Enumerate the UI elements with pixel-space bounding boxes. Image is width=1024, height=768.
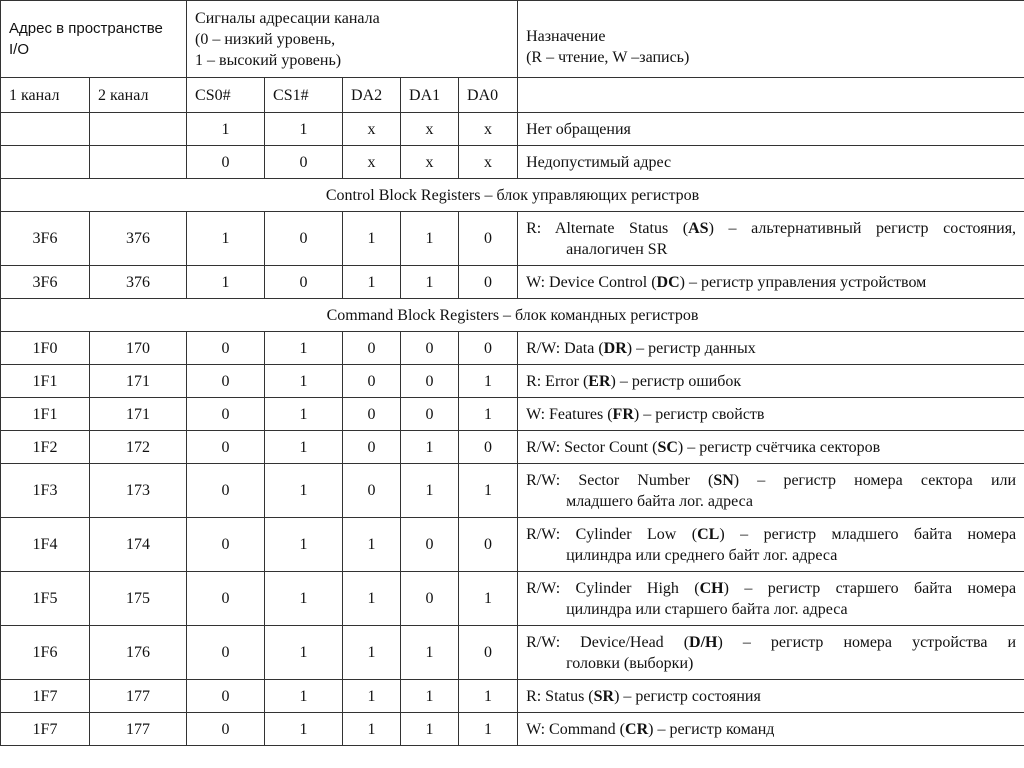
cell-description <box>518 518 1024 572</box>
table-body <box>1 1 1024 746</box>
cell-ch1: 1F3 <box>1 464 90 518</box>
cell-cs1: 1 <box>265 713 343 746</box>
cell-da1: 0 <box>401 572 459 626</box>
description-line1 <box>526 154 671 171</box>
cell-da2: x <box>343 113 401 146</box>
cell-ch1: 1F1 <box>1 398 90 431</box>
register-abbreviation: CR <box>625 720 649 738</box>
cell-da0: 1 <box>459 572 518 626</box>
description-text-rest: ) – регистр свойств <box>633 405 765 423</box>
cell-cs1: 1 <box>265 464 343 518</box>
description-text: R/W: Sector Count ( <box>526 438 658 456</box>
description-text: R: Error ( <box>526 372 589 390</box>
cell-ch2: 171 <box>90 365 187 398</box>
cell-da2: 1 <box>343 572 401 626</box>
description-text: R: Status ( <box>526 687 594 705</box>
table-row <box>1 431 1024 464</box>
description-text: W: Command ( <box>526 720 626 738</box>
cell-da2: 1 <box>343 713 401 746</box>
table-row <box>1 398 1024 431</box>
description-text: R/W: Cylinder Low ( <box>526 525 698 543</box>
description-line2: головки (выборки) <box>566 654 694 672</box>
description-line1 <box>526 218 1016 239</box>
cell-ch1: 1F7 <box>1 680 90 713</box>
table-row <box>1 518 1024 572</box>
cell-da1: 1 <box>401 626 459 680</box>
table-row <box>1 365 1024 398</box>
description-text-rest: ) – регистр номера устройства и <box>717 633 1017 651</box>
description-line1 <box>526 688 761 705</box>
cell-cs1: 1 <box>265 431 343 464</box>
table-row <box>1 146 1024 179</box>
cell-cs0: 0 <box>187 464 265 518</box>
description-text: Нет обращения <box>526 120 631 138</box>
description-line2: цилиндра или среднего байт лог. адреса <box>566 546 838 564</box>
description-text: Недопустимый адрес <box>526 153 672 171</box>
cell-ch1: 1F5 <box>1 572 90 626</box>
cell-cs0: 0 <box>187 398 265 431</box>
table-row <box>1 266 1024 299</box>
cell-da0: x <box>459 146 518 179</box>
col-header-da2: DA2 <box>343 78 401 113</box>
cell-da0: 0 <box>459 212 518 266</box>
cell-cs1: 0 <box>265 266 343 299</box>
cell-ch2: 173 <box>90 464 187 518</box>
cell-ch2: 170 <box>90 332 187 365</box>
cell-description <box>518 713 1024 746</box>
cell-cs0: 1 <box>187 113 265 146</box>
cell-da2: 1 <box>343 518 401 572</box>
cell-cs0: 0 <box>187 365 265 398</box>
description-text: R/W: Sector Number ( <box>526 471 714 489</box>
cell-da1: 1 <box>401 464 459 518</box>
description-line2: младшего байта лог. адреса <box>566 492 753 510</box>
register-abbreviation: CH <box>699 579 724 597</box>
description-line1 <box>526 274 926 291</box>
description-line1 <box>526 470 1016 491</box>
table-row <box>1 680 1024 713</box>
cell-ch2: 376 <box>90 266 187 299</box>
description-text-rest: ) – регистр номера сектора или <box>733 471 1017 489</box>
register-abbreviation: SC <box>657 438 678 456</box>
col-header-cs1: CS1# <box>265 78 343 113</box>
cell-description <box>518 146 1024 179</box>
register-abbreviation: DC <box>656 273 680 291</box>
cell-da2: x <box>343 146 401 179</box>
cell-description <box>518 431 1024 464</box>
purpose-header <box>518 1 1024 78</box>
purpose-header-line1: Назначение <box>526 27 606 45</box>
cell-cs0: 0 <box>187 713 265 746</box>
signals-header <box>187 1 518 78</box>
description-text: R/W: Cylinder High ( <box>526 579 700 597</box>
section-title: Command Block Registers – блок командных регистров <box>1 299 1024 332</box>
cell-da0: 1 <box>459 713 518 746</box>
cell-cs0: 0 <box>187 332 265 365</box>
cell-da0: 1 <box>459 365 518 398</box>
cell-da1: x <box>401 113 459 146</box>
cell-da1: 1 <box>401 212 459 266</box>
cell-cs0: 1 <box>187 266 265 299</box>
register-abbreviation: DR <box>603 339 627 357</box>
description-text-rest: ) – альтернативный регистр состояния, <box>708 219 1017 237</box>
description-text: R/W: Data ( <box>526 339 604 357</box>
register-abbreviation: SN <box>713 471 734 489</box>
register-abbreviation: ER <box>588 372 611 390</box>
description-text: R: Alternate Status ( <box>526 219 689 237</box>
signals-header-line3: 1 – высокий уровень) <box>195 51 342 69</box>
cell-ch1 <box>1 113 90 146</box>
cell-ch1: 1F6 <box>1 626 90 680</box>
cell-da1: 0 <box>401 332 459 365</box>
cell-cs0: 1 <box>187 212 265 266</box>
cell-cs1: 1 <box>265 398 343 431</box>
cell-ch2: 175 <box>90 572 187 626</box>
cell-cs0: 0 <box>187 431 265 464</box>
col-header-da1: DA1 <box>401 78 459 113</box>
cell-description <box>518 680 1024 713</box>
cell-ch1: 1F0 <box>1 332 90 365</box>
cell-da2: 1 <box>343 680 401 713</box>
cell-da1: 1 <box>401 680 459 713</box>
col-header-empty <box>518 78 1024 113</box>
description-text: W: Device Control ( <box>526 273 657 291</box>
description-line1 <box>526 578 1016 599</box>
table-row <box>1 464 1024 518</box>
cell-da1: 0 <box>401 398 459 431</box>
cell-ch1: 1F1 <box>1 365 90 398</box>
description-text: W: Features ( <box>526 405 613 423</box>
cell-da0: 1 <box>459 398 518 431</box>
register-abbreviation: SR <box>593 687 615 705</box>
cell-da1: 1 <box>401 431 459 464</box>
register-abbreviation: CL <box>697 525 720 543</box>
cell-ch2: 177 <box>90 680 187 713</box>
cell-description <box>518 626 1024 680</box>
cell-cs0: 0 <box>187 680 265 713</box>
cell-ch2: 172 <box>90 431 187 464</box>
description-line2: цилиндра или старшего байта лог. адреса <box>566 600 848 618</box>
cell-cs1: 1 <box>265 626 343 680</box>
description-text-rest: ) – регистр команд <box>648 720 775 738</box>
register-abbreviation: D/H <box>689 633 718 651</box>
description-text-rest: ) – регистр младшего байта номера <box>719 525 1017 543</box>
cell-cs0: 0 <box>187 572 265 626</box>
cell-da0: 0 <box>459 266 518 299</box>
table-row <box>1 572 1024 626</box>
register-abbreviation: AS <box>688 219 709 237</box>
cell-da0: 1 <box>459 680 518 713</box>
cell-cs1: 1 <box>265 332 343 365</box>
cell-ch2: 176 <box>90 626 187 680</box>
table-row <box>1 713 1024 746</box>
cell-cs1: 1 <box>265 680 343 713</box>
cell-ch2: 171 <box>90 398 187 431</box>
description-text: R/W: Device/Head ( <box>526 633 690 651</box>
section-row-control <box>1 179 1024 212</box>
section-title: Control Block Registers – блок управляющих регистров <box>1 179 1024 212</box>
cell-cs1: 1 <box>265 365 343 398</box>
description-line1 <box>526 121 631 138</box>
cell-cs0: 0 <box>187 626 265 680</box>
description-text-rest: ) – регистр ошибок <box>610 372 742 390</box>
cell-cs1: 1 <box>265 113 343 146</box>
header-row <box>1 1 1024 78</box>
cell-da1: 0 <box>401 365 459 398</box>
cell-da0: 1 <box>459 464 518 518</box>
cell-cs1: 1 <box>265 572 343 626</box>
cell-ch1: 1F7 <box>1 713 90 746</box>
section-row-command <box>1 299 1024 332</box>
cell-description <box>518 365 1024 398</box>
cell-da0: 0 <box>459 626 518 680</box>
description-text-rest: ) – регистр данных <box>626 339 756 357</box>
cell-da2: 0 <box>343 431 401 464</box>
cell-ch1 <box>1 146 90 179</box>
cell-da2: 0 <box>343 398 401 431</box>
col-header-ch2: 2 канал <box>90 78 187 113</box>
description-line1 <box>526 439 880 456</box>
col-header-da0: DA0 <box>459 78 518 113</box>
cell-da0: 0 <box>459 332 518 365</box>
cell-da0: x <box>459 113 518 146</box>
description-line2: аналогичен SR <box>566 240 668 258</box>
cell-description <box>518 572 1024 626</box>
cell-description <box>518 113 1024 146</box>
cell-da1: 0 <box>401 518 459 572</box>
cell-ch1: 3F6 <box>1 212 90 266</box>
description-text-rest: ) – регистр управления устройством <box>679 273 927 291</box>
address-header: Адрес в пространстве I/O <box>1 1 187 78</box>
table-row <box>1 332 1024 365</box>
description-text-rest: ) – регистр старшего байта номера <box>723 579 1017 597</box>
table-row <box>1 626 1024 680</box>
cell-ch1: 3F6 <box>1 266 90 299</box>
cell-cs1: 0 <box>265 146 343 179</box>
description-text-rest: ) – регистр состояния <box>614 687 761 705</box>
cell-description <box>518 266 1024 299</box>
description-line1 <box>526 406 764 423</box>
cell-description <box>518 332 1024 365</box>
description-line1 <box>526 340 756 357</box>
cell-da2: 0 <box>343 332 401 365</box>
description-text-rest: ) – регистр счётчика секторов <box>677 438 881 456</box>
cell-ch2 <box>90 113 187 146</box>
cell-cs1: 0 <box>265 212 343 266</box>
table-row <box>1 212 1024 266</box>
cell-da1: x <box>401 146 459 179</box>
cell-ch2: 177 <box>90 713 187 746</box>
cell-da2: 0 <box>343 464 401 518</box>
cell-da1: 1 <box>401 266 459 299</box>
col-header-cs0: CS0# <box>187 78 265 113</box>
cell-description <box>518 398 1024 431</box>
column-header-row <box>1 78 1024 113</box>
description-line1 <box>526 373 741 390</box>
signals-header-line2: (0 – низкий уровень, <box>195 30 336 48</box>
cell-ch2: 376 <box>90 212 187 266</box>
cell-ch2: 174 <box>90 518 187 572</box>
cell-cs1: 1 <box>265 518 343 572</box>
cell-ch1: 1F4 <box>1 518 90 572</box>
description-line1 <box>526 524 1016 545</box>
cell-da2: 0 <box>343 365 401 398</box>
cell-description <box>518 464 1024 518</box>
cell-ch1: 1F2 <box>1 431 90 464</box>
cell-da2: 1 <box>343 266 401 299</box>
purpose-header-line2: (R – чтение, W –запись) <box>526 48 690 66</box>
cell-da0: 0 <box>459 431 518 464</box>
description-line1 <box>526 632 1016 653</box>
register-abbreviation: FR <box>612 405 634 423</box>
table-row <box>1 113 1024 146</box>
cell-da1: 1 <box>401 713 459 746</box>
cell-description <box>518 212 1024 266</box>
cell-da2: 1 <box>343 626 401 680</box>
cell-da0: 0 <box>459 518 518 572</box>
col-header-ch1: 1 канал <box>1 78 90 113</box>
cell-da2: 1 <box>343 212 401 266</box>
signals-header-line1: Сигналы адресации канала <box>195 9 380 27</box>
cell-cs0: 0 <box>187 518 265 572</box>
cell-cs0: 0 <box>187 146 265 179</box>
cell-ch2 <box>90 146 187 179</box>
description-line1 <box>526 721 774 738</box>
